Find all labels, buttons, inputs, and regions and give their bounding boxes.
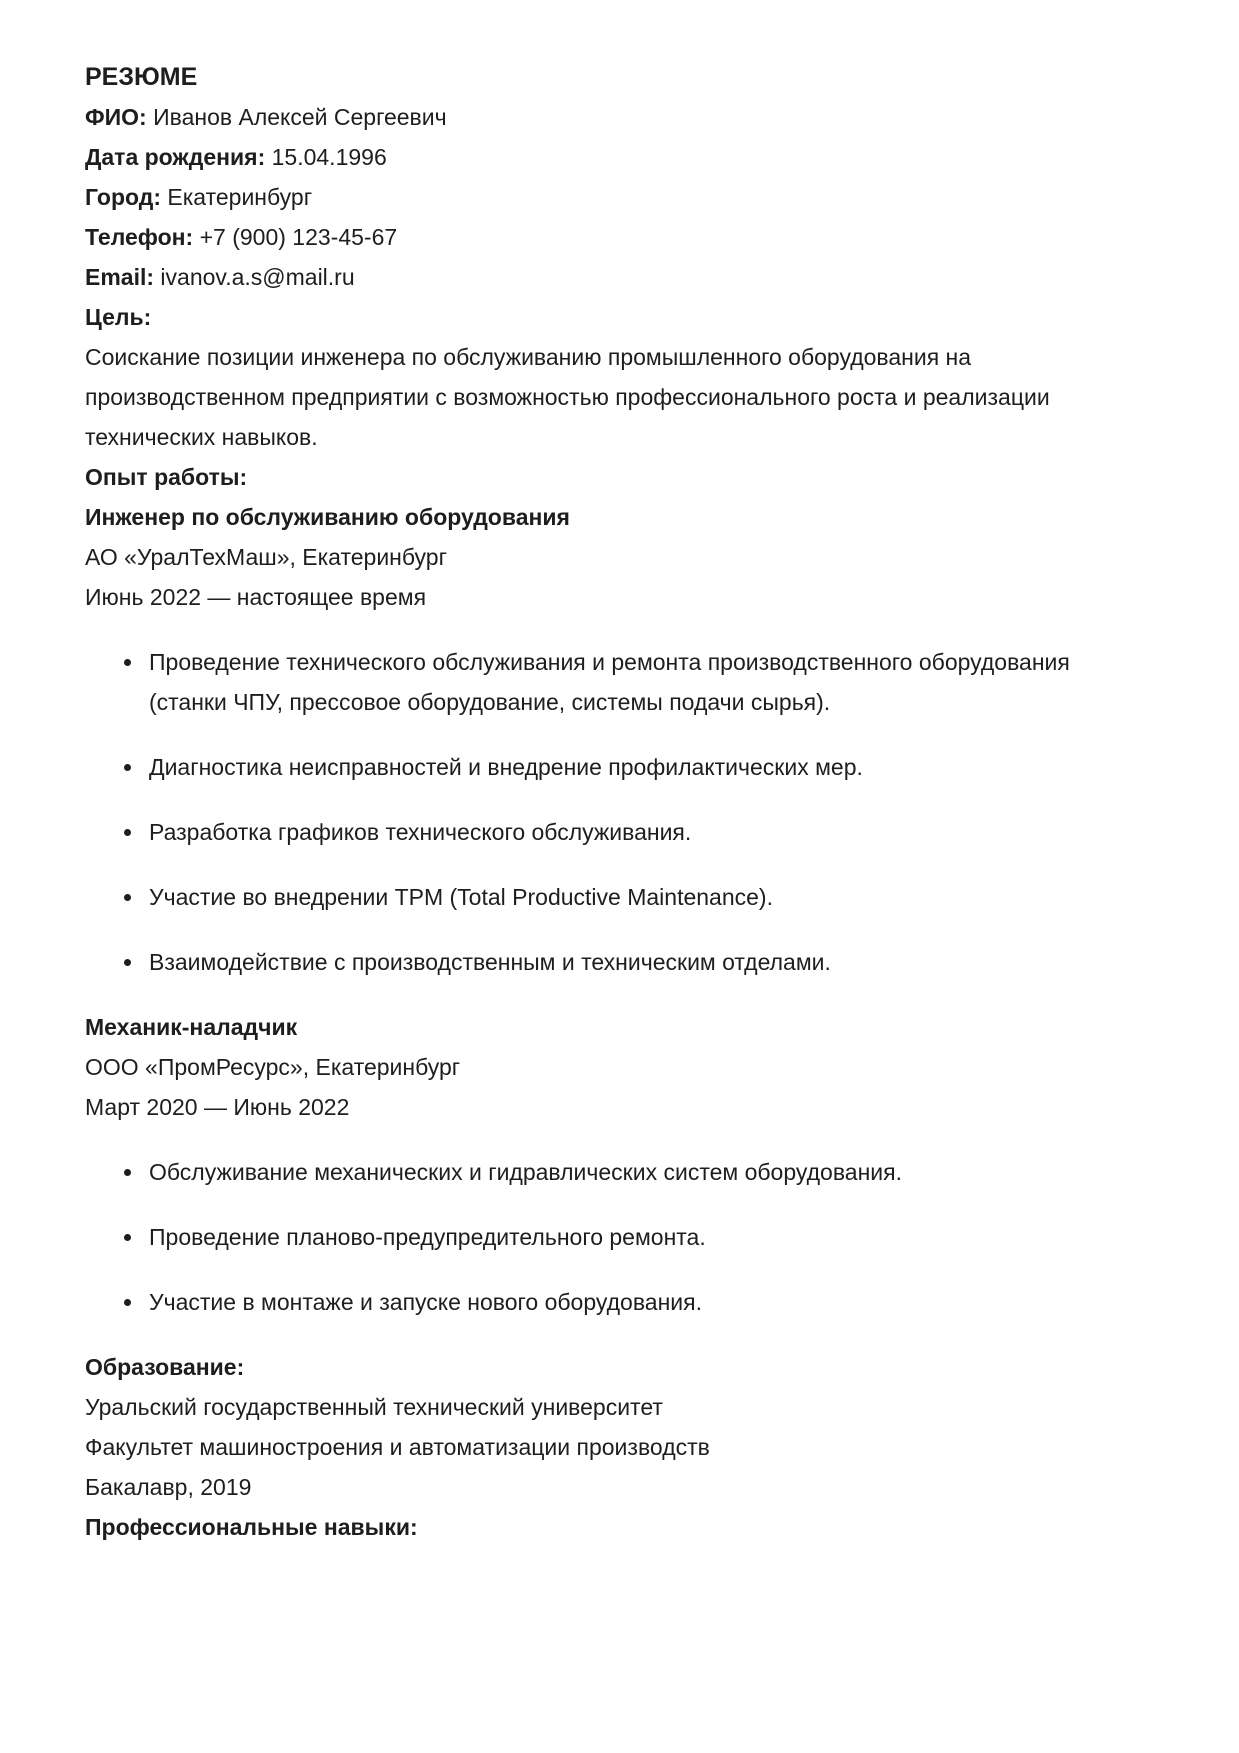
job-bullet-list (85, 642, 1147, 982)
contact-value-fio: Иванов Алексей Сергеевич (153, 104, 447, 130)
resume-title: РЕЗЮМЕ (85, 63, 198, 91)
job-bullet: • Проведение планово-предупредительного ремонта. (145, 1217, 1147, 1257)
job-bullet: • Разработка графиков технического обслуживания. (145, 812, 1147, 852)
contact-line-birthdate (85, 137, 1147, 177)
education-degree: Бакалавр, 2019 (85, 1474, 252, 1500)
contact-line-phone (85, 217, 1147, 257)
contact-line-email (85, 257, 1147, 297)
job-bullet: • Диагностика неисправностей и внедрение профилактических мер. (145, 747, 1147, 787)
education-university: Уральский государственный технический университет (85, 1394, 663, 1420)
contact-value-birthdate: 15.04.1996 (271, 144, 387, 170)
contact-line-city (85, 177, 1147, 217)
contact-label-fio: ФИО: (85, 104, 147, 130)
job-bullet: • Проведение технического обслуживания и ремонта производственного оборудования (станки ЧПУ, прессовое оборудование, системы подачи сырья). (145, 642, 1147, 722)
job-company: АО «УралТехМаш», Екатеринбург (85, 544, 447, 570)
job-bullet: • Участие в монтаже и запуске нового оборудования. (145, 1282, 1147, 1322)
job-entry-2 (85, 1007, 1147, 1322)
job-company: ООО «ПромРесурс», Екатеринбург (85, 1054, 461, 1080)
contact-value-city: Екатеринбург (167, 184, 313, 210)
job-period: Июнь 2022 — настоящее время (85, 584, 427, 610)
education-heading: Образование: (85, 1354, 245, 1380)
job-bullet-list (85, 1152, 1147, 1322)
job-title: Механик-наладчик (85, 1014, 298, 1040)
contact-label-birthdate: Дата рождения: (85, 144, 266, 170)
contact-value-phone: +7 (900) 123-45-67 (199, 224, 398, 250)
job-title: Инженер по обслуживанию оборудования (85, 504, 570, 530)
contact-label-email: Email: (85, 264, 155, 290)
education-section (85, 1347, 1147, 1507)
contact-line-fio (85, 97, 1147, 137)
education-faculty: Факультет машиностроения и автоматизации производств (85, 1434, 710, 1460)
objective-heading: Цель: (85, 304, 152, 330)
contact-label-phone: Телефон: (85, 224, 194, 250)
job-bullet: • Участие во внедрении TPM (Total Productive Maintenance). (145, 877, 1147, 917)
skills-heading: Профессиональные навыки: (85, 1514, 418, 1540)
contact-value-email: ivanov.a.s@mail.ru (160, 264, 355, 290)
job-entry-1 (85, 497, 1147, 982)
job-bullet: • Взаимодействие с производственным и техническим отделами. (145, 942, 1147, 982)
experience-heading: Опыт работы: (85, 464, 248, 490)
contact-label-city: Город: (85, 184, 161, 210)
job-bullet: • Обслуживание механических и гидравлических систем оборудования. (145, 1152, 1147, 1192)
job-period: Март 2020 — Июнь 2022 (85, 1094, 350, 1120)
objective-text: Соискание позиции инженера по обслуживанию промышленного оборудования на производственном предприятии с возможностью профессионального роста и реализации технических навыков. (85, 344, 1050, 450)
